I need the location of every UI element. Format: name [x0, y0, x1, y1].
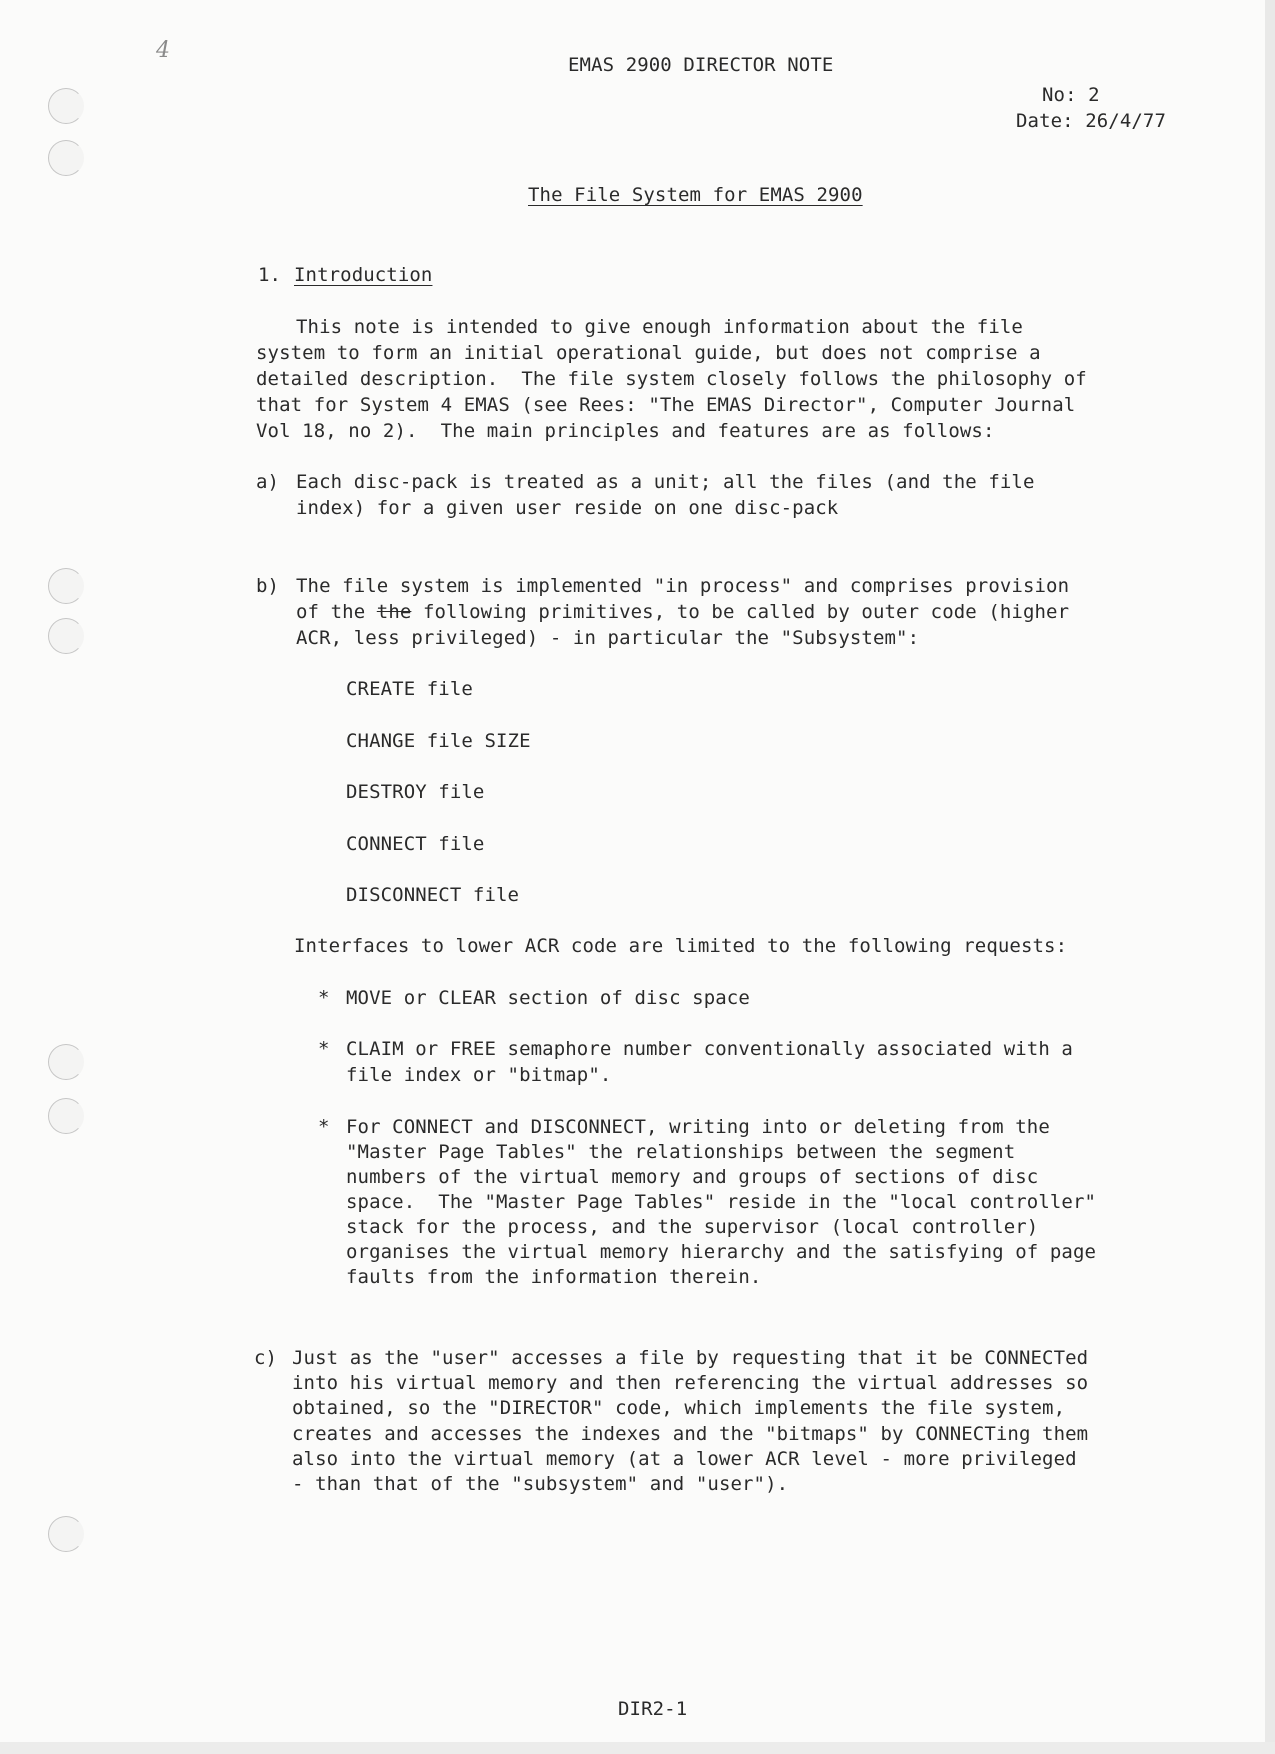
paragraph-line: detailed description. The file system closely follows the philosophy of [256, 368, 1087, 390]
document-title: The File System for EMAS 2900 [528, 184, 863, 206]
paragraph-line: obtained, so the "DIRECTOR" code, which implements the file system, [292, 1397, 1066, 1419]
page-edge-bottom [0, 1742, 1275, 1754]
bullet-marker: * [318, 1116, 330, 1138]
paragraph-line: into his virtual memory and then referencing the virtual addresses so [292, 1372, 1089, 1394]
paragraph-line: faults from the information therein. [346, 1266, 762, 1288]
paragraph-line: creates and accesses the indexes and the "bitmaps" by CONNECTing them [292, 1423, 1089, 1445]
punch-hole [48, 618, 84, 654]
paragraph-line: that for System 4 EMAS (see Rees: "The EMAS Director", Computer Journal [256, 394, 1076, 416]
punch-hole [48, 1516, 84, 1552]
section-heading: Introduction [294, 264, 433, 286]
primitive-item: CREATE file [346, 678, 473, 700]
paragraph-line: system to form an initial operational guide, but does not comprise a [256, 342, 1041, 364]
primitive-item: CONNECT file [346, 833, 485, 855]
punch-hole [48, 1098, 84, 1134]
primitive-item: DESTROY file [346, 781, 485, 803]
note-number: No: 2 [1042, 84, 1100, 106]
paragraph-line [296, 599, 1069, 625]
paragraph-line: numbers of the virtual memory and groups of sections of disc [346, 1166, 1039, 1188]
primitive-item: DISCONNECT file [346, 884, 520, 906]
page-footer-id: DIR2-1 [618, 1698, 688, 1720]
punch-hole [48, 88, 84, 124]
paragraph-line: The file system is implemented "in process" and comprises provision [296, 575, 1070, 597]
struck-word: the [376, 601, 412, 623]
paragraph-line: - than that of the "subsystem" and "user"). [292, 1473, 789, 1495]
paragraph-line: space. The "Master Page Tables" reside in the "local controller" [346, 1191, 1097, 1213]
paragraph-line: MOVE or CLEAR section of disc space [346, 987, 750, 1009]
paragraph-line: CLAIM or FREE semaphore number conventionally associated with a [346, 1038, 1073, 1060]
paragraph-line: organises the virtual memory hierarchy and the satisfying of page [346, 1241, 1097, 1263]
paragraph-line: also into the virtual memory (at a lower ACR level - more privileged [292, 1448, 1077, 1470]
bullet-marker: * [318, 1038, 330, 1060]
paragraph-line: Interfaces to lower ACR code are limited to the following requests: [294, 935, 1068, 957]
punch-hole [48, 140, 84, 176]
note-series-title: EMAS 2900 DIRECTOR NOTE [568, 54, 834, 76]
punch-hole [48, 1044, 84, 1080]
list-marker: c) [254, 1347, 278, 1369]
list-marker: b) [256, 575, 280, 597]
list-marker: a) [256, 471, 280, 493]
text-segment: of the [296, 601, 377, 623]
paragraph-line: ACR, less privileged) - in particular the "Subsystem": [296, 627, 920, 649]
text-segment: following primitives, to be called by outer code (higher [411, 601, 1070, 623]
paragraph-line: For CONNECT and DISCONNECT, writing into or deleting from the [346, 1116, 1050, 1138]
punch-hole [48, 568, 84, 604]
paragraph-line: Vol 18, no 2). The main principles and features are as follows: [256, 420, 995, 442]
paragraph-line: This note is intended to give enough information about the file [296, 316, 1023, 338]
primitive-item: CHANGE file SIZE [346, 730, 531, 752]
paragraph-line: Each disc-pack is treated as a unit; all the files (and the file [296, 471, 1035, 493]
paragraph-line: file index or "bitmap". [346, 1064, 612, 1086]
handwritten-page-mark: 4 [156, 38, 170, 63]
paragraph-line: "Master Page Tables" the relationships between the segment [346, 1141, 1016, 1163]
paragraph-line: index) for a given user reside on one disc-pack [296, 497, 839, 519]
paragraph-line: stack for the process, and the supervisor (local controller) [346, 1216, 1039, 1238]
section-number: 1. [258, 264, 282, 286]
bullet-marker: * [318, 987, 330, 1009]
page-edge-right [1265, 0, 1275, 1754]
note-date: Date: 26/4/77 [1016, 110, 1167, 132]
paragraph-line: Just as the "user" accesses a file by requesting that it be CONNECTed [292, 1347, 1089, 1369]
